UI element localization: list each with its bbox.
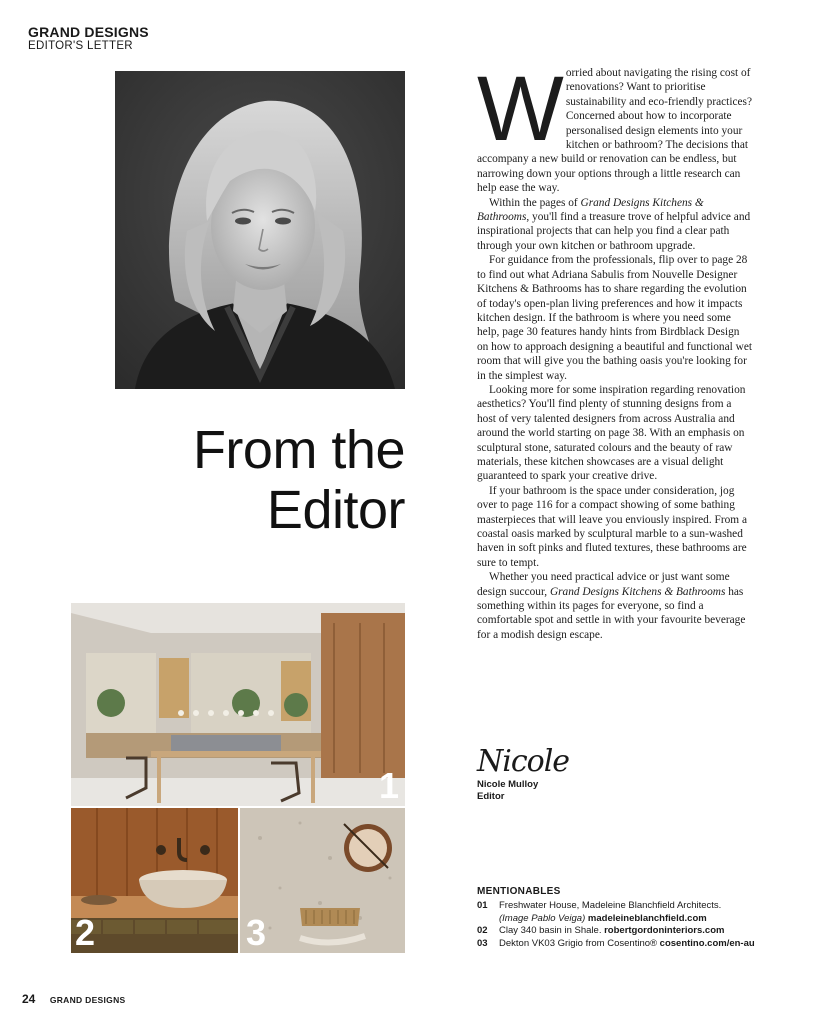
- drop-cap: W: [477, 58, 560, 160]
- basin-illustration: [71, 808, 238, 953]
- mentionables: [477, 886, 797, 950]
- mentionables-title: MENTIONABLES: [477, 886, 561, 897]
- signature-block: [477, 745, 569, 803]
- basin-photo: [71, 808, 238, 953]
- editor-letter: [477, 58, 753, 642]
- editor-portrait: [115, 71, 405, 389]
- section-name: EDITOR'S LETTER: [28, 40, 133, 52]
- mentionable-item: 02 Clay 340 basin in Shale. robertgordoninteriors.com: [477, 925, 725, 937]
- footer-magazine: GRAND DESIGNS: [49, 995, 126, 1005]
- magazine-name: GRAND DESIGNS: [28, 24, 149, 40]
- letter-paragraph: If your bathroom is the space under consideration, jog over to page 116 for a compact showing of some bathing masterpieces that will leave you enviously inspired. From a coastal oasis marked by sculptural marble to a sun-washed haven in soft pinks and fluted textures, these bathrooms are sure to tempt.: [477, 484, 747, 569]
- mentionable-link: cosentino.com/en-au: [659, 937, 755, 949]
- mentionable-item: 01 Freshwater House, Madeleine Blanchfield Architects. (Image Pablo Veiga) madeleineblanchfield.com: [477, 900, 722, 924]
- mentionable-link: robertgordoninteriors.com: [604, 925, 725, 937]
- photo-collage: [71, 603, 405, 953]
- stone-photo: [240, 808, 405, 953]
- page-number: 24: [22, 992, 36, 1006]
- mentionable-link: madeleineblanchfield.com: [587, 912, 707, 924]
- editor-name: Nicole Mulloy: [477, 779, 539, 790]
- letter-paragraph: Within the pages of Grand Designs Kitchens & Bathrooms, you'll find a treasure trove of helpful advice and inspirational projects that can help you find a clear path through your own kitchen or bathroom upgrade.: [477, 196, 751, 252]
- mentionable-item: 03 Dekton VK03 Grigio from Cosentino® cosentino.com/en-au: [477, 937, 755, 949]
- masthead: [28, 24, 149, 53]
- headline-line-2: Editor: [266, 480, 405, 540]
- letter-paragraph: Whether you need practical advice or just want some design succour, Grand Designs Kitchens & Bathrooms has something within its pages for everyone, so find a comfortable spot and settle in with your favourite beverage for a modish design escape.: [477, 571, 746, 641]
- letter-paragraph: For guidance from the professionals, flip over to page 28 to find out what Adriana Sabulis from Nouvelle Designer Kitchens & Bathrooms has to share regarding the evolution of today's open-plan living preferences and how it impacts kitchen design. If the bathroom is where you need some help, page 30 features handy hints from Birdblack Design on how to approach designing a beautiful and functional wet room that will give you the bathing oasis you're looking for in the simplest way.: [477, 254, 753, 382]
- page-headline: [193, 420, 405, 540]
- headline-line-1: From the: [192, 420, 405, 480]
- page-footer: [22, 990, 126, 1008]
- portrait-illustration: [115, 71, 405, 389]
- editor-role: Editor: [477, 791, 505, 802]
- photo-number-1: 1: [378, 765, 399, 806]
- letter-paragraph: Looking more for some inspiration regarding renovation aesthetics? You'll find plenty of stunning designs from a host of very talented designers from across Australia and around the world starting on page 38. With an emphasis on sculptural stone, saturated colours and the beauty of raw materials, these kitchen showcases are a visual delight guaranteed to spark your creative drive.: [477, 383, 746, 483]
- signature-script: Nicole: [477, 744, 570, 779]
- photo-number-3: 3: [246, 912, 267, 953]
- kitchen-photo: [71, 603, 405, 806]
- letter-paragraph: Worried about navigating the rising cost of renovations? Want to prioritise sustainability and eco-friendly practices? Concerned about how to incorporate personalised design elements into your kitchen or bathroom? The decisions that accompany a new build or renovation can be endless, but narrowing down your options through a little research can help ease the way.: [477, 58, 752, 195]
- kitchen-illustration: [71, 603, 405, 806]
- photo-number-2: 2: [75, 912, 96, 953]
